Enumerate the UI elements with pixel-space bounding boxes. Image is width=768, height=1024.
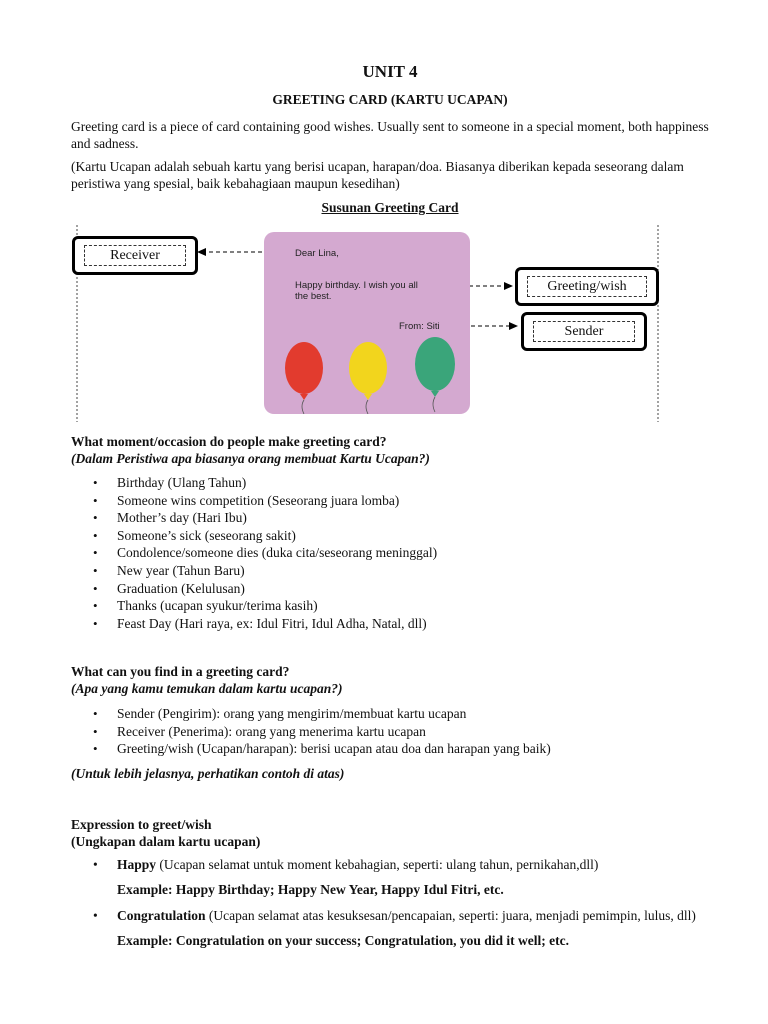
card-from: From: Siti (399, 321, 440, 332)
moments-question (71, 433, 430, 467)
card-message-line-1: Happy birthday. I wish you all (295, 280, 418, 291)
congratulation-term: Congratulation (117, 908, 206, 923)
expressions-heading-en: Expression to greet/wish (71, 817, 212, 832)
list-item: • Greeting/wish (Ucapan/harapan): berisi ucapan atau doa dan harapan yang baik) (71, 740, 551, 758)
list-item: • Someone’s sick (seseorang sakit) (71, 527, 437, 545)
yellow-balloon (349, 342, 387, 414)
green-balloon (415, 337, 455, 412)
contents-note: (Untuk lebih jelasnya, perhatikan contoh di atas) (71, 766, 345, 781)
expression-happy (71, 857, 711, 898)
receiver-label: Receiver (84, 245, 186, 266)
sender-arrow-head (509, 322, 518, 330)
list-item: • Mother’s day (Hari Ibu) (71, 509, 437, 527)
list-item: • Sender (Pengirim): orang yang mengirim/membuat kartu ucapan (71, 705, 551, 723)
greeting-label: Greeting/wish (527, 276, 647, 297)
contents-question-id: (Apa yang kamu temukan dalam kartu ucapan?) (71, 681, 343, 696)
balloons (264, 232, 470, 414)
list-item: • Receiver (Penerima): orang yang menerima kartu ucapan (71, 723, 551, 741)
bullet: • (93, 857, 98, 872)
contents-list (71, 705, 551, 758)
greeting-card-diagram (0, 220, 768, 425)
expressions-heading (71, 816, 260, 850)
expression-congratulation (71, 908, 711, 949)
red-balloon (285, 342, 323, 414)
list-item: • Thanks (ucapan syukur/terima kasih) (71, 597, 437, 615)
moments-question-en: What moment/occasion do people make greeting card? (71, 434, 387, 449)
expressions-heading-id: (Ungkapan dalam kartu ucapan) (71, 834, 261, 849)
happy-example: Example: Happy Birthday; Happy New Year, Happy Idul Fitri, etc. (117, 881, 504, 897)
unit-title: UNIT 4 (362, 62, 418, 81)
card-salutation: Dear Lina, (295, 248, 339, 259)
happy-description: (Ucapan selamat untuk moment kebahagian, seperti: ulang tahun, pernikahan,dll) (156, 857, 599, 872)
intro-indonesian: (Kartu Ucapan adalah sebuah kartu yang berisi ucapan, harapan/doa. Biasanya diberikan kepada seseorang dalam peristiwa yang spesial, baik kebahagiaan maupun kesedihan) (71, 159, 684, 191)
document-subtitle: GREETING CARD (KARTU UCAPAN) (272, 92, 508, 107)
contents-question (71, 663, 343, 697)
moments-question-id: (Dalam Peristiwa apa biasanya orang membuat Kartu Ucapan?) (71, 451, 430, 466)
list-item: • Feast Day (Hari raya, ex: Idul Fitri, Idul Adha, Natal, dll) (71, 615, 437, 633)
congratulation-example: Example: Congratulation on your success; Congratulation, you did it well; etc. (117, 932, 570, 948)
list-item: • Condolence/someone dies (duka cita/seseorang meninggal) (71, 544, 437, 562)
bullet: • (93, 908, 98, 923)
structure-heading: Susunan Greeting Card (321, 200, 459, 215)
greeting-arrow-head (504, 282, 513, 290)
receiver-box (72, 236, 198, 275)
contents-question-en: What can you find in a greeting card? (71, 664, 290, 679)
sender-box (521, 312, 647, 351)
congratulation-description: (Ucapan selamat atas kesuksesan/pencapaian, seperti: juara, menjadi pemimpin, lulus, dll) (205, 908, 696, 923)
sender-label: Sender (533, 321, 635, 342)
card-message-line-2: the best. (295, 291, 332, 302)
list-item: • New year (Tahun Baru) (71, 562, 437, 580)
greeting-box (515, 267, 659, 306)
intro-english: Greeting card is a piece of card containing good wishes. Usually sent to someone in a special moment, both happiness and sadness. (71, 119, 709, 151)
list-item: • Someone wins competition (Seseorang juara lomba) (71, 492, 437, 510)
list-item: • Graduation (Kelulusan) (71, 580, 437, 598)
moments-list (71, 474, 437, 632)
happy-term: Happy (117, 857, 157, 872)
expression-congratulation-row (71, 908, 711, 925)
list-item: • Birthday (Ulang Tahun) (71, 474, 437, 492)
receiver-arrow-head (197, 248, 206, 256)
sample-greeting-card (264, 232, 470, 414)
expression-happy-row (71, 857, 711, 874)
